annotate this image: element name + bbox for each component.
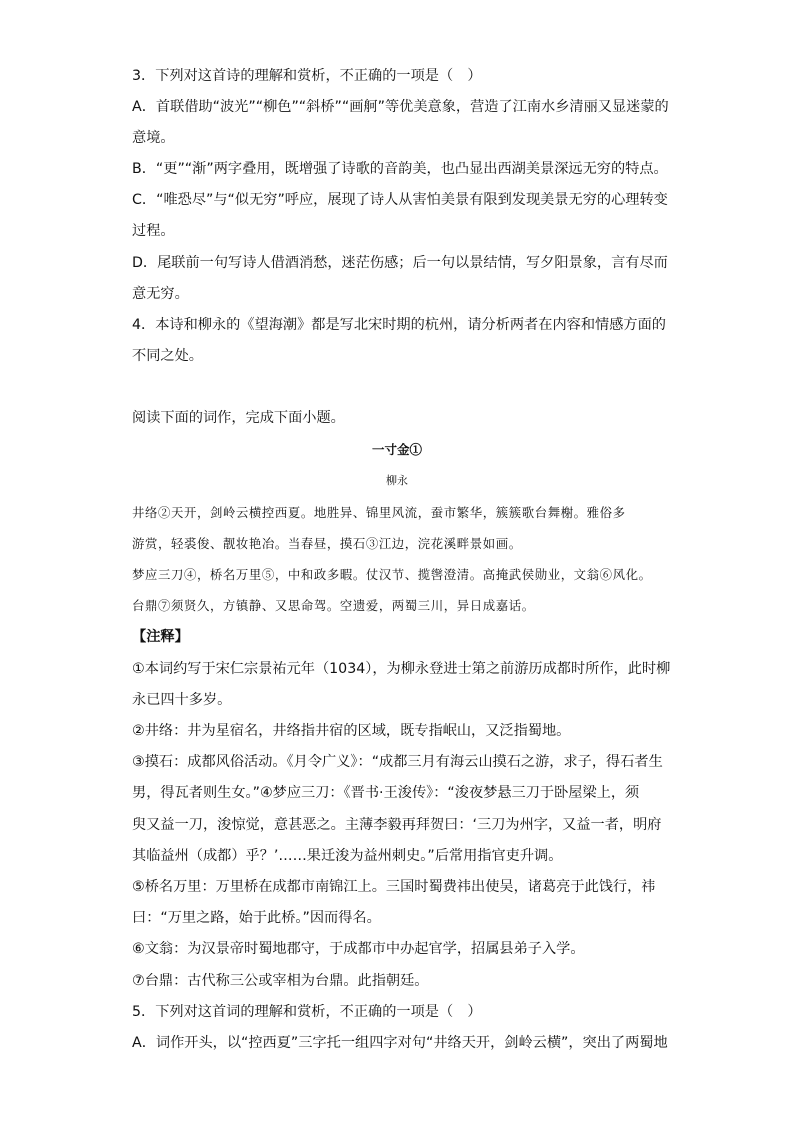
poem-line: 梦应三刀④，桥名万里⑤，中和政多暇。仗汉节、揽辔澄清。高掩武侯勋业，文翁⑥风化。 (132, 567, 652, 582)
note-line: ⑥文翁：为汉景帝时蜀地郡守，于成都市中办起官学，招属县弟子入学。 (132, 941, 585, 957)
poem-line: 游赏，轻裘俊、靓妆艳冶。当春昼，摸石③江边，浣花溪畔景如画。 (132, 536, 522, 551)
question-3-option-c-cont: 过程。 (132, 223, 175, 239)
note-line: 臾又益一刀，浚惊觉，意甚恶之。主薄李毅再拜贺曰：‘三刀为州字，又益一者，明府 (132, 817, 662, 833)
question-4-stem: 4．本诗和柳永的《望海潮》都是写北宋时期的杭州，请分析两者在内容和情感方面的 (132, 317, 666, 333)
question-5-option-a: A．词作开头，以“控西夏”三字托一组四字对句“井络天开，剑岭云横”，突出了两蜀地 (132, 1035, 668, 1051)
reading-instruction: 阅读下面的词作，完成下面小题。 (132, 410, 345, 426)
note-line: ③摸石：成都风俗活动。《月令广义》：“成都三月有海云山摸石之游，求子，得石者生 (132, 754, 663, 770)
question-3-option-a-cont: 意境。 (132, 130, 175, 146)
question-3-option-d: D．尾联前一句写诗人借酒消愁，迷茫伤感；后一句以景结情，写夕阳景象，言有尽而 (132, 255, 668, 271)
note-line: 男，得瓦者则生女。”④梦应三刀：《晋书·王浚传》：“浚夜梦悬三刀于卧屋梁上，须 (132, 785, 640, 801)
note-line: 永已四十多岁。 (132, 692, 232, 708)
question-3-option-b: B．“更”“渐”两字叠用，既增强了诗歌的音韵美，也凸显出西湖美景深远无穷的特点。 (132, 161, 668, 177)
note-line: ⑤桥名万里：万里桥在成都市南锦江上。三国时蜀费祎出使吴，诸葛亮于此饯行，祎 (132, 879, 656, 895)
question-3-stem: 3．下列对这首诗的理解和赏析，不正确的一项是（ ） (132, 68, 482, 84)
poem-line: 台鼎⑦须贤久，方镇静、又思命驾。空遗爱，两蜀三川，异日成嘉话。 (132, 598, 535, 613)
question-3-option-a: A．首联借助“波光”“柳色”“斜桥”“画舸”等优美意象，营造了江南水乡清丽又显迷蒙的 (132, 99, 669, 115)
poem-author: 柳永 (386, 474, 408, 487)
note-line: 曰：“万里之路，始于此桥。”因而得名。 (132, 910, 381, 926)
question-3-option-c: C．“唯恐尽”与“似无穷”呼应，展现了诗人从害怕美景有限到发现美景无穷的心理转变 (132, 192, 668, 208)
note-line: ①本词约写于宋仁宗景祐元年（1034），为柳永登进士第之前游历成都时所作，此时柳 (132, 661, 671, 677)
notes-heading: 【注释】 (132, 629, 189, 645)
question-5-stem: 5．下列对这首词的理解和赏析，不正确的一项是（ ） (132, 1004, 482, 1020)
note-line: ⑦台鼎：古代称三公或宰相为台鼎。此指朝廷。 (132, 973, 429, 989)
poem-line: 井络②天开，剑岭云横控西夏。地胜异、锦里风流，蚕市繁华，簇簇歌台舞榭。雅俗多 (132, 505, 626, 520)
poem-title: 一寸金① (371, 442, 422, 457)
note-line: ②井络：井为星宿名，井络指井宿的区域，既专指岷山，又泛指蜀地。 (132, 723, 571, 739)
note-line: 其临益州（成都）乎？’……果迁浚为益州刺史。”后常用指官吏升调。 (132, 848, 563, 864)
question-3-option-d-cont: 意无穷。 (132, 286, 189, 302)
question-4-stem-cont: 不同之处。 (132, 348, 203, 364)
